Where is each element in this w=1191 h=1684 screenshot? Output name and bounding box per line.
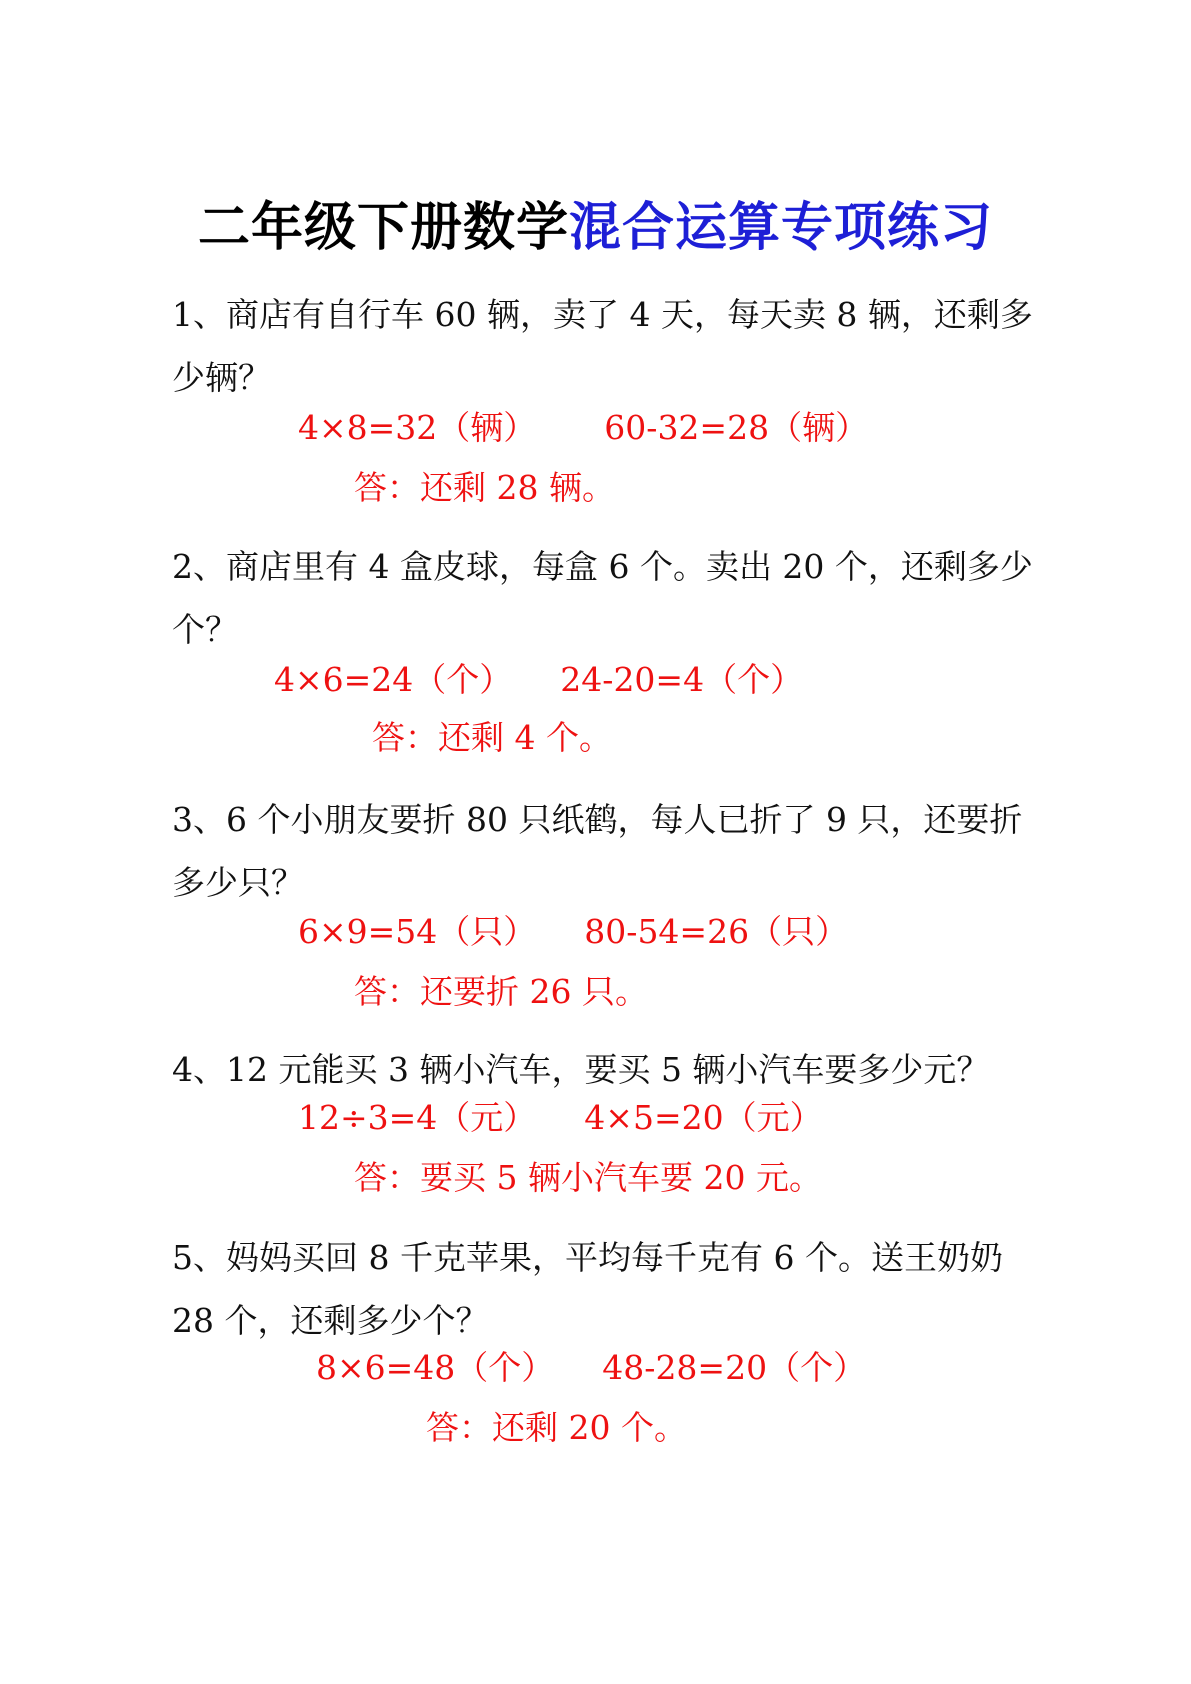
problem-2-step-2: 24-20=4（个） xyxy=(560,660,804,699)
problem-4-answer: 答：要买 5 辆小汽车要 20 元。 xyxy=(354,1158,822,1197)
page-title xyxy=(0,196,1191,260)
problem-3-solution xyxy=(298,910,848,954)
problem-2-answer: 答：还剩 4 个。 xyxy=(372,718,612,757)
problem-5-step-2: 48-28=20（个） xyxy=(602,1348,867,1387)
problem-5-question: 5、妈妈买回 8 千克苹果，平均每千克有 6 个。送王奶奶 28 个，还剩多少个？ xyxy=(172,1238,1003,1340)
problem-3-step-1: 6×9=54（只） xyxy=(298,912,537,951)
problem-4-solution xyxy=(298,1096,823,1140)
title-part-blue: 混合运算专项练习 xyxy=(569,198,994,258)
problem-5-solution xyxy=(316,1346,866,1390)
problem-3-question: 3、6 个小朋友要折 80 只纸鹤，每人已折了 9 只，还要折多少只？ xyxy=(172,800,1023,902)
problem-4-step-2: 4×5=20（元） xyxy=(584,1098,823,1137)
problem-1-question: 1、商店有自行车 60 辆，卖了 4 天，每天卖 8 辆，还剩多少辆？ xyxy=(172,295,1033,397)
problem-5-answer: 答：还剩 20 个。 xyxy=(426,1408,687,1447)
problem-4-question: 4、12 元能买 3 辆小汽车，要买 5 辆小汽车要多少元？ xyxy=(172,1050,990,1089)
problem-4-step-1: 12÷3=4（元） xyxy=(298,1098,537,1137)
problem-1-step-1: 4×8=32（辆） xyxy=(298,408,537,447)
title-part-black: 二年级下册数学 xyxy=(197,198,569,258)
problem-1-answer: 答：还剩 28 辆。 xyxy=(354,468,615,507)
problem-3-step-2: 80-54=26（只） xyxy=(584,912,849,951)
problem-2-step-1: 4×6=24（个） xyxy=(274,660,513,699)
problem-2-solution xyxy=(274,658,803,702)
problem-3-answer: 答：还要折 26 只。 xyxy=(354,972,648,1011)
problem-1-step-2: 60-32=28（辆） xyxy=(604,408,869,447)
problem-2-question: 2、商店里有 4 盒皮球，每盒 6 个。卖出 20 个，还剩多少个？ xyxy=(172,547,1033,649)
problem-1-solution xyxy=(298,406,868,450)
problem-5-step-1: 8×6=48（个） xyxy=(316,1348,555,1387)
